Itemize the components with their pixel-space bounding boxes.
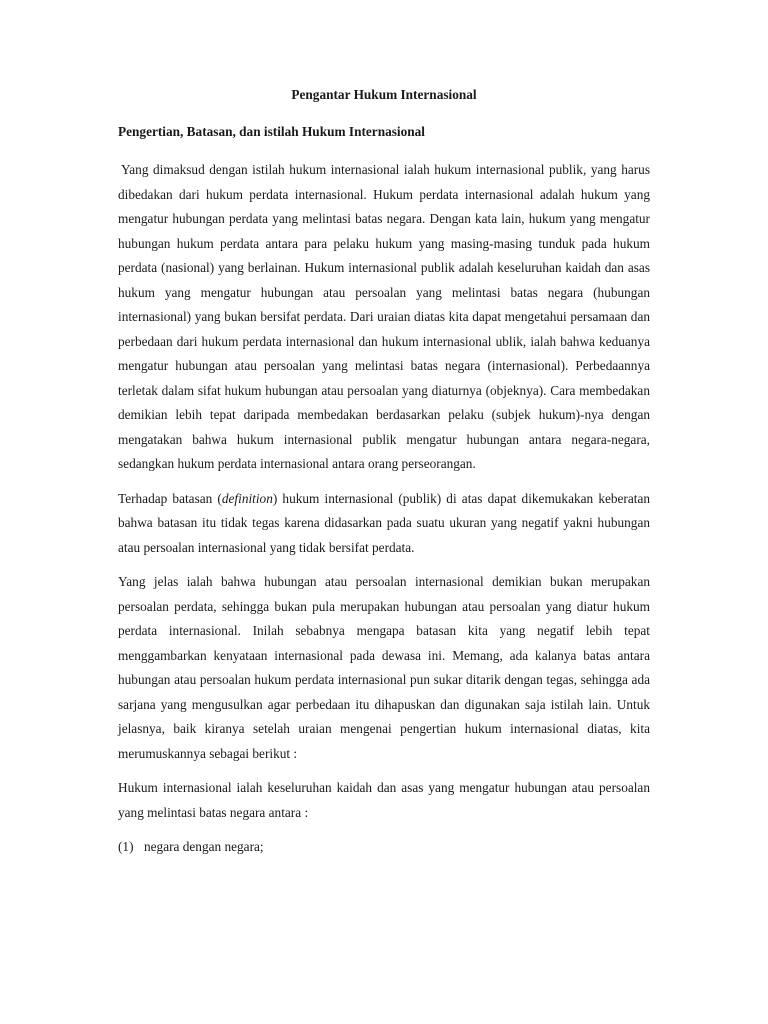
paragraph-2 — [118, 487, 650, 561]
list-item — [118, 835, 650, 860]
paragraph-2-text-end: ) hukum internasional (publik) di atas dapat dikemukakan keberatan bahwa batasan itu tidak tegas karena didasarkan pada suatu ukuran yang negatif yakni hubungan atau persoalan internasional yang tidak bersifat perdata. — [118, 490, 650, 555]
paragraph-1: Yang dimaksud dengan istilah hukum internasional ialah hukum internasional publik, yang harus dibedakan dari hukum perdata internasional. Hukum perdata internasional adalah hukum yang mengatur hubungan perdata yang melintasi batas negara. Dengan kata lain, hukum yang mengatur hubungan hukum perdata antara para pelaku hukum yang masing-masing tunduk pada hukum perdata (nasional) yang berlainan. Hukum internasional publik adalah keseluruhan kaidah dan asas hukum yang mengatur hubungan atau persoalan yang melintasi batas negara (hubungan internasional) yang bukan bersifat perdata. Dari uraian diatas kita dapat mengetahui persamaan dan perbedaan dari hukum perdata internasional dan hukum internasional ublik, ialah bahwa keduanya mengatur hubungan atau persoalan yang melintasi batas negara (internasional). Perbedaannya terletak dalam sifat hukum hubungan atau persoalan yang diaturnya (objeknya). Cara membedakan demikian lebih tepat daripada membedakan berdasarkan pelaku (subjek hukum)-nya dengan mengatakan bahwa hukum internasional publik mengatur hubungan antara negara-negara, sedangkan hukum perdata internasional antara orang perseorangan. — [118, 162, 650, 471]
list-item-number: (1) — [118, 839, 134, 854]
paragraph-2-text-start: Terhadap batasan ( — [118, 490, 222, 506]
paragraph-3: Yang jelas ialah bahwa hubungan atau persoalan internasional demikian bukan merupakan persoalan perdata, sehingga bukan pula merupakan hubungan atau persoalan yang diatur hukum perdata internasional. Inilah sebabnya mengapa batasan kita yang negatif lebih tepat menggambarkan kenyataan internasional pada dewasa ini. Memang, ada kalanya batas antara hubungan atau persoalan hukum perdata internasional pun sukar ditarik dengan tegas, sehingga ada sarjana yang mengusulkan agar perbedaan itu dihapuskan dan digunakan saja istilah lain. Untuk jelasnya, baik kiranya setelah uraian mengenai pengertian hukum internasional diatas, kita merumuskannya sebagai berikut : — [118, 574, 650, 761]
paragraph-4: Hukum internasional ialah keseluruhan kaidah dan asas yang mengatur hubungan atau persoalan yang melintasi batas negara antara : — [118, 780, 650, 820]
document-body — [118, 86, 650, 860]
document-title: Pengantar Hukum Internasional — [291, 87, 477, 102]
section-heading: Pengertian, Batasan, dan istilah Hukum Internasional — [118, 124, 425, 139]
paragraph-2-italic-term: definition — [221, 490, 273, 506]
list-item-text: negara dengan negara; — [144, 839, 264, 854]
